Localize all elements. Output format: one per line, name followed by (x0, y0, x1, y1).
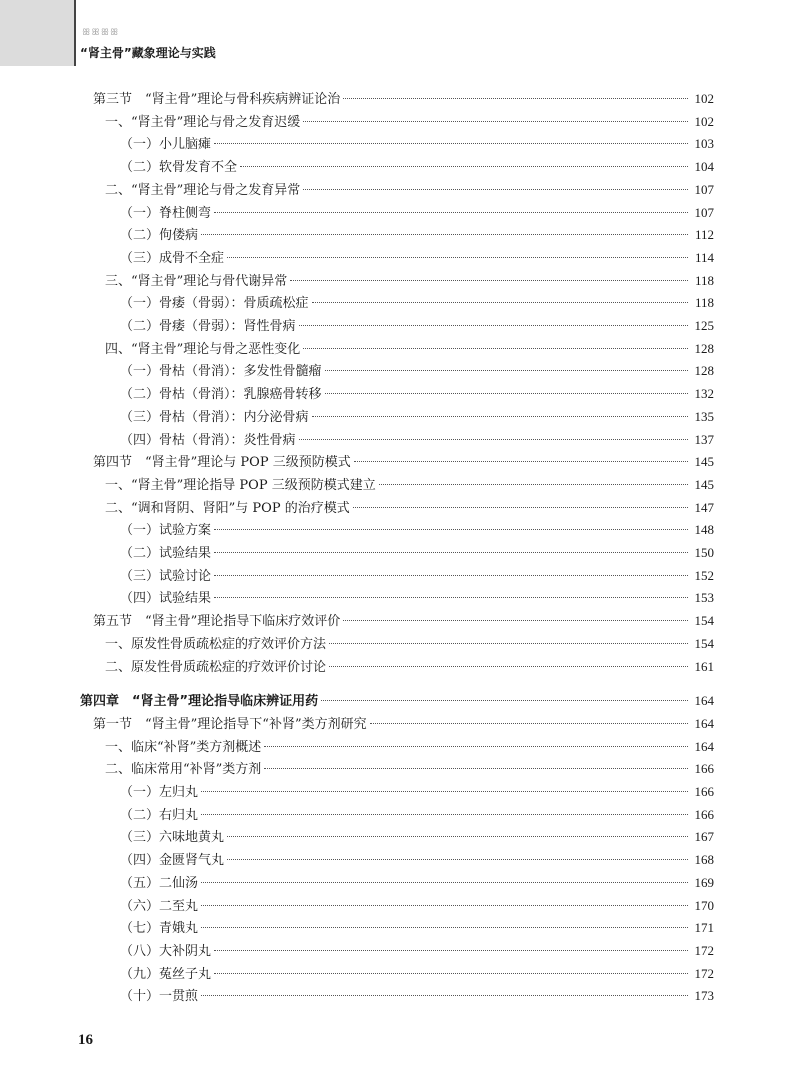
dot-leader (227, 836, 688, 837)
toc-entry-title: （二）佝偻病 (120, 228, 199, 244)
toc-entry-title: （三）成骨不全症 (120, 250, 225, 266)
dot-leader (214, 529, 688, 530)
toc-entry-page: 148 (694, 522, 714, 538)
toc-entry-title: （三）试验讨论 (120, 568, 212, 584)
toc-entry-page: 145 (694, 476, 714, 492)
toc-entry-page: 118 (694, 272, 714, 288)
toc-entry[interactable] (0, 429, 800, 451)
dot-leader (312, 416, 688, 417)
toc-entry-title: 二、临床常用“补肾”类方剂 (105, 762, 262, 778)
toc-entry-page: 128 (694, 340, 714, 356)
dot-leader (201, 234, 688, 235)
toc-entry-title: 一、“肾主骨”理论指导 POP 三级预防模式建立 (105, 477, 376, 493)
toc-entry[interactable] (0, 610, 800, 632)
header-rule (74, 0, 76, 66)
toc-entry-title: （三）六味地黄丸 (120, 830, 225, 846)
toc-entry-page: 102 (694, 91, 714, 106)
toc-entry-title: （二）试验结果 (120, 546, 212, 561)
header-band (0, 0, 74, 66)
toc-entry-page: 132 (694, 386, 714, 402)
toc-entry[interactable] (0, 587, 800, 609)
toc-entry-title: 第四节 “肾主骨”理论与 POP 三级预防模式 (93, 455, 351, 471)
dot-leader (325, 370, 688, 371)
toc-entry-title: 一、临床“补肾”类方剂概述 (105, 739, 262, 755)
toc-entry[interactable] (0, 360, 800, 382)
toc-entry-page: 172 (694, 942, 714, 958)
toc-entry[interactable] (0, 292, 800, 314)
dot-leader (201, 791, 688, 792)
toc-entry[interactable] (0, 963, 800, 985)
dot-leader (214, 143, 688, 144)
toc-entry-page: 104 (694, 159, 714, 175)
toc-entry[interactable] (0, 519, 800, 541)
toc-entry[interactable] (0, 270, 800, 292)
dot-leader (227, 859, 688, 860)
toc-entry[interactable] (0, 315, 800, 337)
toc-entry-title: （二）骨枯（骨消）：乳腺癌骨转移 (120, 387, 322, 403)
toc-entry[interactable] (0, 565, 800, 587)
dot-leader (214, 597, 688, 598)
toc-entry-page: 154 (694, 613, 714, 629)
toc-entry-page: 150 (694, 545, 714, 560)
toc-entry-page: 145 (694, 454, 714, 470)
dot-leader (201, 882, 688, 883)
toc-entry-page: 137 (694, 431, 714, 447)
toc-entry[interactable] (0, 111, 800, 133)
toc-entry-page: 170 (694, 897, 714, 913)
toc-entry-title: （四）试验结果 (120, 591, 212, 607)
toc-entry[interactable] (0, 895, 800, 917)
toc-entry-page: 125 (694, 318, 714, 333)
toc-entry[interactable] (0, 804, 800, 826)
toc-entry[interactable] (0, 497, 800, 519)
toc-entry[interactable] (0, 917, 800, 939)
toc-entry-title: 第四章 “肾主骨”理论指导临床辨证用药 (80, 694, 319, 710)
toc-entry-title: （五）二仙汤 (120, 875, 199, 891)
toc-entry-page: 154 (694, 635, 714, 651)
dot-leader (299, 439, 688, 440)
toc-entry-title: （六）二至丸 (120, 898, 199, 914)
toc-entry[interactable] (0, 542, 800, 564)
dot-leader (240, 166, 688, 167)
toc-entry-page: 112 (694, 227, 714, 243)
toc-entry-page: 147 (694, 499, 714, 515)
dot-leader (343, 98, 688, 99)
toc-entry-title: （十）一贯煎 (120, 989, 199, 1005)
toc-entry[interactable] (0, 826, 800, 848)
toc-entry-page: 169 (694, 874, 714, 890)
toc-entry-title: （四）金匮肾气丸 (120, 853, 225, 869)
dot-leader (214, 950, 688, 951)
toc-entry-title: （二）骨痿（骨弱）：肾性骨病 (120, 319, 296, 334)
toc-entry-page: 171 (694, 920, 714, 936)
toc-entry-page: 164 (694, 693, 714, 709)
dot-leader (379, 484, 688, 485)
toc-entry[interactable] (0, 940, 800, 962)
toc-entry-title: 第三节 “肾主骨”理论与骨科疾病辨证论治 (93, 92, 341, 107)
dot-leader (201, 995, 688, 996)
dot-leader (303, 121, 688, 122)
toc-entry-title: 三、“肾主骨”理论与骨代谢异常 (105, 273, 288, 289)
toc-entry-title: （九）菟丝子丸 (120, 966, 212, 982)
dot-leader (354, 461, 688, 462)
toc-entry-page: 118 (694, 295, 714, 311)
page-number: 16 (78, 1032, 93, 1048)
toc-entry-page: 166 (694, 806, 714, 822)
toc-entry-page: 153 (694, 590, 714, 606)
toc-entry-page: 166 (694, 784, 714, 799)
dot-leader (264, 768, 688, 769)
toc-entry[interactable] (0, 872, 800, 894)
toc-entry[interactable] (0, 781, 800, 803)
toc-entry[interactable] (0, 849, 800, 871)
toc-entry-title: 四、“肾主骨”理论与骨之恶性变化 (105, 341, 301, 357)
toc-entry-title: 一、原发性骨质疏松症的疗效评价方法 (105, 636, 327, 652)
dot-leader (325, 393, 688, 394)
toc-entry[interactable] (0, 758, 800, 780)
toc-entry-page: 102 (694, 113, 714, 129)
toc-entry-title: 二、“调和肾阴、肾阳”与 POP 的治疗模式 (105, 500, 350, 516)
dot-leader (201, 905, 688, 906)
toc-entry[interactable] (0, 656, 800, 678)
toc-entry-title: 二、“肾主骨”理论与骨之发育异常 (105, 182, 301, 198)
dot-leader (303, 348, 688, 349)
dot-leader (214, 212, 688, 213)
toc-entry-title: （一）试验方案 (120, 523, 212, 539)
toc-entry[interactable] (0, 224, 800, 246)
toc-entry[interactable] (0, 474, 800, 496)
toc-entry-title: （一）脊柱侧弯 (120, 205, 212, 221)
toc-entry[interactable] (0, 633, 800, 655)
toc-entry[interactable] (0, 338, 800, 360)
toc-entry-title: （二）右归丸 (120, 807, 199, 823)
dot-leader (370, 723, 688, 724)
toc-entry-title: 一、“肾主骨”理论与骨之发育迟缓 (105, 114, 301, 130)
toc-entry[interactable] (0, 133, 800, 155)
toc-entry-title: （七）青娥丸 (120, 921, 199, 937)
toc-entry-page: 168 (694, 852, 714, 868)
toc-entry-title: （二）软骨发育不全 (120, 160, 238, 176)
toc-entry-page: 103 (694, 136, 714, 152)
toc-entry-title: （八）大补阴丸 (120, 943, 212, 959)
dot-leader (214, 575, 688, 576)
dot-leader (214, 552, 688, 553)
dot-leader (343, 620, 688, 621)
toc-entry-page: 161 (694, 658, 714, 674)
toc-entry-page: 173 (694, 988, 714, 1004)
toc-entry-title: （一）左归丸 (120, 785, 199, 800)
toc-entry-title: （四）骨枯（骨消）：炎性骨病 (120, 432, 296, 448)
toc-entry-page: 164 (694, 715, 714, 731)
toc-entry[interactable] (0, 202, 800, 224)
dot-leader (312, 302, 688, 303)
toc-entry-page: 107 (694, 204, 714, 220)
dot-leader (303, 189, 688, 190)
toc-entry-title: 第一节 “肾主骨”理论指导下“补肾”类方剂研究 (93, 716, 367, 732)
toc-entry-title: （一）小儿脑瘫 (120, 137, 212, 153)
toc-entry-title: （三）骨枯（骨消）：内分泌骨病 (120, 409, 309, 425)
toc-entry[interactable] (0, 451, 800, 473)
toc-entry[interactable] (0, 247, 800, 269)
dot-leader (329, 666, 688, 667)
toc-entry[interactable] (0, 690, 800, 712)
header-ornament: ꕥꕥꕥꕥ (82, 28, 120, 38)
running-header-title: “肾主骨”藏象理论与实践 (80, 46, 216, 60)
toc-entry[interactable] (0, 179, 800, 201)
toc-entry[interactable] (0, 736, 800, 758)
toc-entry-title: 二、原发性骨质疏松症的疗效评价讨论 (105, 659, 327, 675)
dot-leader (227, 257, 688, 258)
dot-leader (290, 280, 688, 281)
toc-entry[interactable] (0, 383, 800, 405)
toc-entry-title: （一）骨枯（骨消）：多发性骨髓瘤 (120, 364, 322, 380)
toc-entry-page: 135 (694, 408, 714, 424)
toc-entry-title: 第五节 “肾主骨”理论指导下临床疗效评价 (93, 614, 341, 630)
dot-leader (214, 973, 688, 974)
toc-entry-page: 164 (694, 738, 714, 754)
toc-entry-page: 167 (694, 829, 714, 845)
dot-leader (201, 927, 688, 928)
toc-entry-page: 166 (694, 761, 714, 777)
dot-leader (321, 700, 688, 701)
toc-entry[interactable] (0, 406, 800, 428)
dot-leader (299, 325, 688, 326)
toc-entry[interactable] (0, 713, 800, 735)
dot-leader (201, 814, 688, 815)
toc-entry[interactable] (0, 156, 800, 178)
dot-leader (264, 746, 688, 747)
toc-entry[interactable] (0, 88, 800, 110)
toc-entry-title: （一）骨痿（骨弱）：骨质疏松症 (120, 296, 309, 312)
toc-entry-page: 128 (694, 363, 714, 379)
toc-entry-page: 152 (694, 567, 714, 583)
toc-entry[interactable] (0, 985, 800, 1007)
dot-leader (329, 643, 688, 644)
dot-leader (353, 507, 688, 508)
toc-entry-page: 107 (694, 181, 714, 197)
toc-entry-page: 114 (694, 249, 714, 265)
toc-entry-page: 172 (694, 965, 714, 981)
